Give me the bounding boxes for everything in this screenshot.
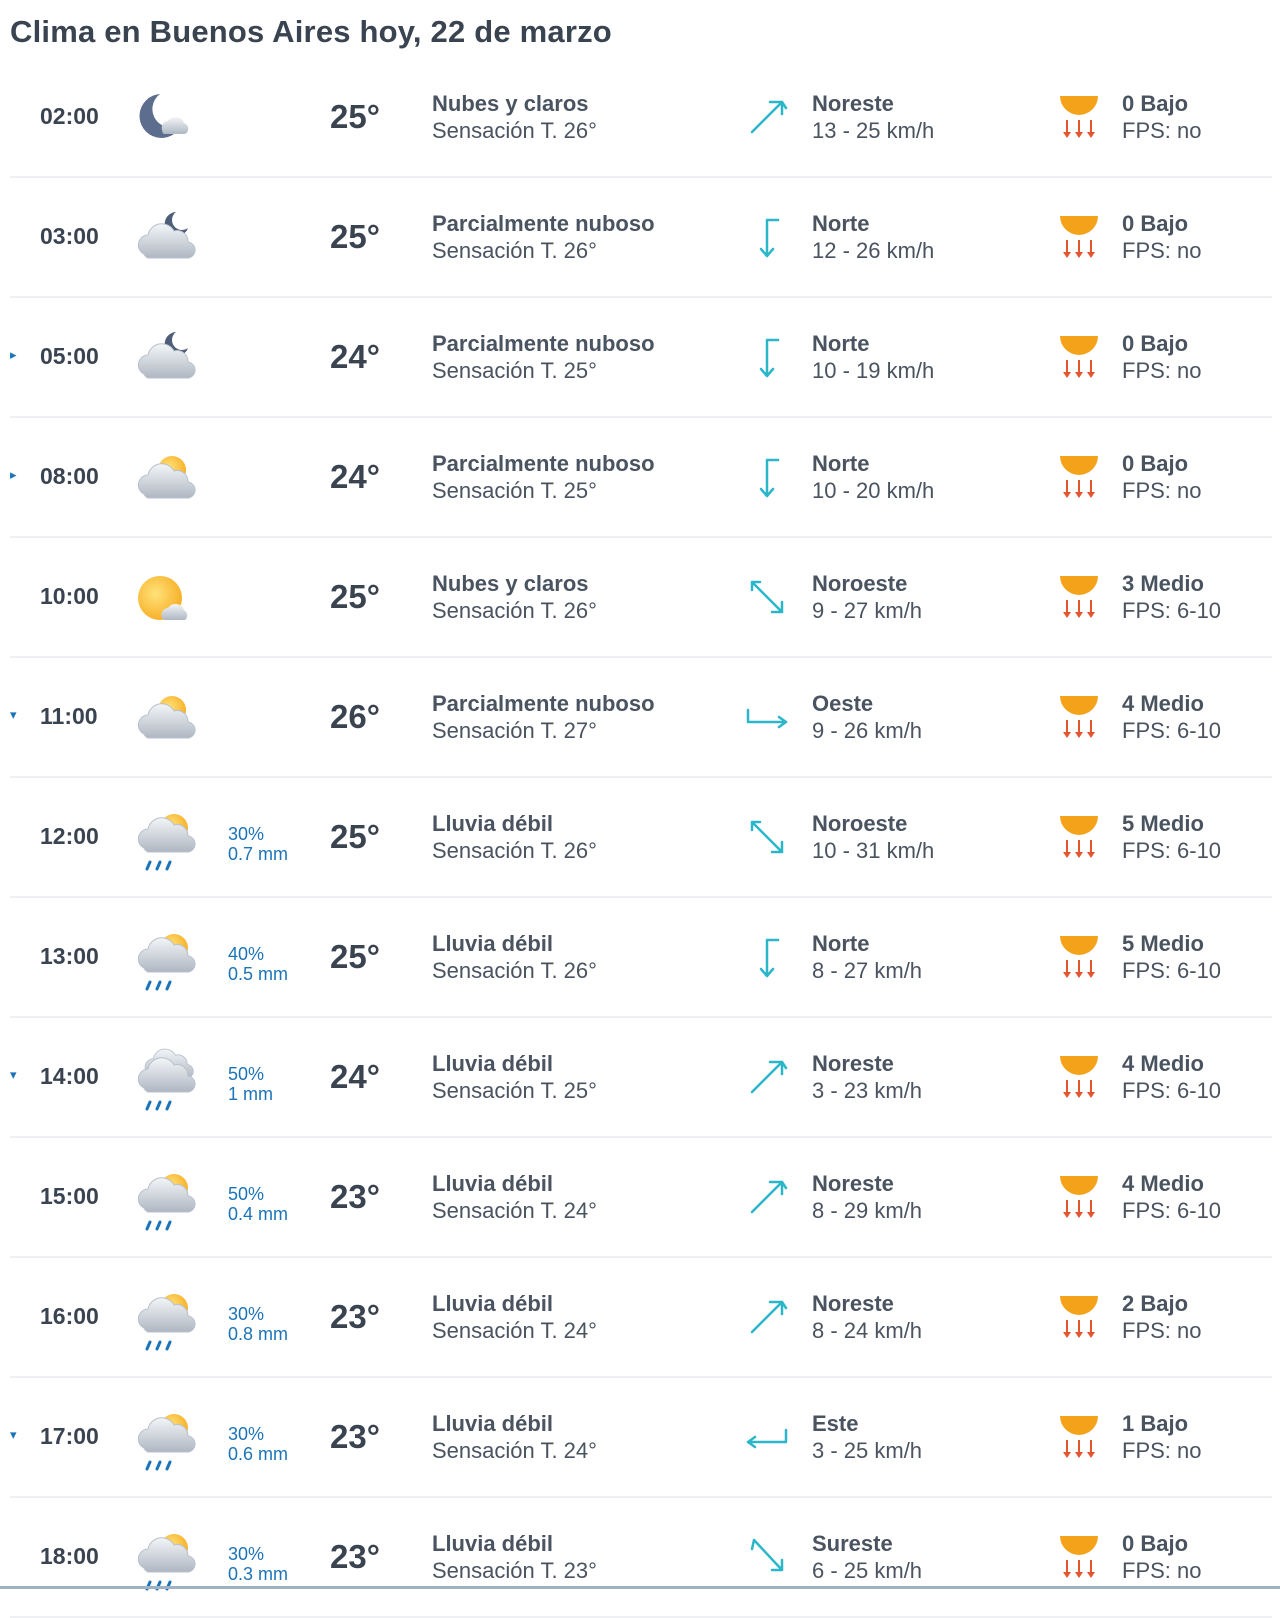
- wind-arrow-icon: [742, 1172, 792, 1222]
- uv-sun-icon: [1056, 1292, 1102, 1342]
- wind-arrow-icon: [742, 1532, 792, 1582]
- wind-arrow-icon: [742, 572, 792, 622]
- precip-amount: 0.4 mm: [228, 1204, 288, 1224]
- temperature: 23°: [330, 1538, 380, 1576]
- feels-like: Sensación T. 26°: [432, 957, 597, 984]
- temperature: 24°: [330, 458, 380, 496]
- wind-direction: Norte: [812, 450, 934, 477]
- wind-speed: 9 - 27 km/h: [812, 597, 922, 624]
- condition-label: Parcialmente nuboso: [432, 690, 655, 717]
- precipitation: [228, 1424, 288, 1464]
- uv-sun-icon: [1056, 572, 1102, 622]
- uv-level: 0 Bajo: [1122, 210, 1201, 237]
- expander-spacer: [10, 108, 24, 122]
- rain-sun-icon: [130, 1286, 196, 1352]
- feels-like: Sensación T. 25°: [432, 477, 655, 504]
- feels-like: Sensación T. 26°: [432, 117, 597, 144]
- forecast-row[interactable]: [10, 1378, 1272, 1498]
- hour-label: 15:00: [40, 1183, 99, 1210]
- uv-level: 4 Medio: [1122, 690, 1221, 717]
- forecast-row[interactable]: [10, 178, 1272, 298]
- forecast-row[interactable]: [10, 538, 1272, 658]
- page-title: Clima en Buenos Aires hoy, 22 de marzo: [10, 14, 612, 50]
- condition-label: Parcialmente nuboso: [432, 450, 655, 477]
- forecast-row[interactable]: [10, 658, 1272, 778]
- condition: [432, 1170, 597, 1224]
- forecast-row[interactable]: [10, 778, 1272, 898]
- wind-direction: Noreste: [812, 1170, 922, 1197]
- wind: [812, 330, 934, 384]
- uv-sun-icon: [1056, 212, 1102, 262]
- uv-level: 4 Medio: [1122, 1170, 1221, 1197]
- fps-recommendation: FPS: no: [1122, 477, 1201, 504]
- condition: [432, 930, 597, 984]
- hour-label: 13:00: [40, 943, 99, 970]
- moon-cloud-icon: [130, 86, 196, 152]
- feels-like: Sensación T. 27°: [432, 717, 655, 744]
- cloud-moon-icon: [130, 206, 196, 272]
- fps-recommendation: FPS: 6-10: [1122, 1197, 1221, 1224]
- uv-level: 0 Bajo: [1122, 450, 1201, 477]
- condition-label: Parcialmente nuboso: [432, 210, 655, 237]
- wind-speed: 8 - 27 km/h: [812, 957, 922, 984]
- temperature: 25°: [330, 578, 380, 616]
- hour-label: 12:00: [40, 823, 99, 850]
- fps-recommendation: FPS: no: [1122, 117, 1201, 144]
- wind-arrow-icon: [742, 812, 792, 862]
- uv-level: 1 Bajo: [1122, 1410, 1201, 1437]
- uv-index: [1122, 210, 1201, 264]
- uv-sun-icon: [1056, 452, 1102, 502]
- feels-like: Sensación T. 26°: [432, 237, 655, 264]
- chevron-right-icon[interactable]: ▸: [10, 468, 24, 482]
- sun-cloud-icon: [130, 566, 196, 632]
- rain-sun-icon: [130, 926, 196, 992]
- uv-index: [1122, 690, 1221, 744]
- hour-label: 17:00: [40, 1423, 99, 1450]
- uv-level: 0 Bajo: [1122, 1530, 1201, 1557]
- chevron-down-icon[interactable]: ▾: [10, 708, 24, 722]
- precip-amount: 0.5 mm: [228, 964, 288, 984]
- condition-label: Lluvia débil: [432, 1170, 597, 1197]
- hour-label: 14:00: [40, 1063, 99, 1090]
- condition: [432, 450, 655, 504]
- hour-label: 03:00: [40, 223, 99, 250]
- condition: [432, 690, 655, 744]
- wind-direction: Noreste: [812, 90, 934, 117]
- rain-sun-icon: [130, 1166, 196, 1232]
- wind-direction: Norte: [812, 930, 922, 957]
- fps-recommendation: FPS: 6-10: [1122, 957, 1221, 984]
- temperature: 23°: [330, 1418, 380, 1456]
- precip-probability: 30%: [228, 1304, 288, 1324]
- wind-speed: 12 - 26 km/h: [812, 237, 934, 264]
- forecast-row[interactable]: [10, 1258, 1272, 1378]
- precip-probability: 30%: [228, 824, 288, 844]
- condition-label: Lluvia débil: [432, 1290, 597, 1317]
- feels-like: Sensación T. 25°: [432, 357, 655, 384]
- expander-spacer: [10, 1548, 24, 1562]
- wind: [812, 210, 934, 264]
- wind-speed: 8 - 29 km/h: [812, 1197, 922, 1224]
- condition-label: Nubes y claros: [432, 90, 597, 117]
- expander-spacer: [10, 228, 24, 242]
- condition-label: Lluvia débil: [432, 1530, 597, 1557]
- forecast-row[interactable]: [10, 1018, 1272, 1138]
- expander-spacer: [10, 948, 24, 962]
- precip-probability: 50%: [228, 1184, 288, 1204]
- precip-amount: 0.8 mm: [228, 1324, 288, 1344]
- temperature: 25°: [330, 938, 380, 976]
- precip-amount: 1 mm: [228, 1084, 273, 1104]
- forecast-row[interactable]: [10, 898, 1272, 1018]
- wind-arrow-icon: [742, 332, 792, 382]
- fps-recommendation: FPS: 6-10: [1122, 597, 1221, 624]
- fps-recommendation: FPS: no: [1122, 1557, 1201, 1584]
- fps-recommendation: FPS: no: [1122, 1317, 1201, 1344]
- condition-label: Lluvia débil: [432, 1410, 597, 1437]
- uv-index: [1122, 1050, 1221, 1104]
- hourly-forecast-list: [0, 58, 1280, 1618]
- uv-index: [1122, 1170, 1221, 1224]
- rain-sun-icon: [130, 1406, 196, 1472]
- cloud-sun-icon: [130, 446, 196, 512]
- precipitation: [228, 824, 288, 864]
- feels-like: Sensación T. 23°: [432, 1557, 597, 1584]
- hour-label: 11:00: [40, 703, 98, 730]
- uv-sun-icon: [1056, 692, 1102, 742]
- forecast-row[interactable]: [10, 298, 1272, 418]
- condition: [432, 90, 597, 144]
- condition-label: Nubes y claros: [432, 570, 597, 597]
- temperature: 24°: [330, 1058, 380, 1096]
- precip-probability: 50%: [228, 1064, 273, 1084]
- wind-speed: 3 - 23 km/h: [812, 1077, 922, 1104]
- rain-cloud-icon: [130, 1046, 196, 1112]
- temperature: 26°: [330, 698, 380, 736]
- condition-label: Parcialmente nuboso: [432, 330, 655, 357]
- condition-label: Lluvia débil: [432, 930, 597, 957]
- condition-label: Lluvia débil: [432, 1050, 597, 1077]
- uv-level: 3 Medio: [1122, 570, 1221, 597]
- uv-level: 0 Bajo: [1122, 90, 1201, 117]
- uv-sun-icon: [1056, 812, 1102, 862]
- uv-index: [1122, 1530, 1201, 1584]
- expander-spacer: [10, 828, 24, 842]
- fps-recommendation: FPS: no: [1122, 237, 1201, 264]
- forecast-row[interactable]: [10, 1138, 1272, 1258]
- wind-arrow-icon: [742, 1412, 792, 1462]
- precip-amount: 0.6 mm: [228, 1444, 288, 1464]
- wind-direction: Sureste: [812, 1530, 922, 1557]
- feels-like: Sensación T. 24°: [432, 1317, 597, 1344]
- fps-recommendation: FPS: no: [1122, 1437, 1201, 1464]
- wind-speed: 9 - 26 km/h: [812, 717, 922, 744]
- expander-spacer: [10, 1188, 24, 1202]
- uv-sun-icon: [1056, 1052, 1102, 1102]
- precipitation: [228, 1184, 288, 1224]
- wind-speed: 10 - 31 km/h: [812, 837, 934, 864]
- temperature: 24°: [330, 338, 380, 376]
- wind-speed: 13 - 25 km/h: [812, 117, 934, 144]
- wind-direction: Noreste: [812, 1050, 922, 1077]
- feels-like: Sensación T. 24°: [432, 1197, 597, 1224]
- wind: [812, 90, 934, 144]
- uv-index: [1122, 930, 1221, 984]
- expander-spacer: [10, 588, 24, 602]
- chevron-down-icon[interactable]: ▾: [10, 1068, 24, 1082]
- wind: [812, 1410, 922, 1464]
- wind-direction: Norte: [812, 210, 934, 237]
- cloud-sun-icon: [130, 686, 196, 752]
- uv-index: [1122, 90, 1201, 144]
- temperature: 25°: [330, 818, 380, 856]
- hour-label: 18:00: [40, 1543, 99, 1570]
- condition: [432, 330, 655, 384]
- condition-label: Lluvia débil: [432, 810, 597, 837]
- wind-speed: 8 - 24 km/h: [812, 1317, 922, 1344]
- wind-speed: 6 - 25 km/h: [812, 1557, 922, 1584]
- uv-sun-icon: [1056, 1412, 1102, 1462]
- feels-like: Sensación T. 24°: [432, 1437, 597, 1464]
- precip-amount: 0.3 mm: [228, 1564, 288, 1584]
- fps-recommendation: FPS: 6-10: [1122, 717, 1221, 744]
- wind-speed: 10 - 20 km/h: [812, 477, 934, 504]
- wind: [812, 1050, 922, 1104]
- hour-label: 08:00: [40, 463, 99, 490]
- condition: [432, 210, 655, 264]
- wind: [812, 570, 922, 624]
- uv-sun-icon: [1056, 1532, 1102, 1582]
- temperature: 25°: [330, 98, 380, 136]
- cloud-moon-icon: [130, 326, 196, 392]
- uv-level: 4 Medio: [1122, 1050, 1221, 1077]
- wind-arrow-icon: [742, 1292, 792, 1342]
- hour-label: 05:00: [40, 343, 99, 370]
- wind: [812, 1530, 922, 1584]
- forecast-row[interactable]: [10, 1498, 1272, 1618]
- wind-direction: Noroeste: [812, 810, 934, 837]
- wind: [812, 1290, 922, 1344]
- hour-label: 02:00: [40, 103, 99, 130]
- uv-sun-icon: [1056, 1172, 1102, 1222]
- temperature: 25°: [330, 218, 380, 256]
- wind-arrow-icon: [742, 932, 792, 982]
- wind: [812, 1170, 922, 1224]
- uv-index: [1122, 810, 1221, 864]
- temperature: 23°: [330, 1178, 380, 1216]
- fps-recommendation: FPS: no: [1122, 357, 1201, 384]
- hour-label: 16:00: [40, 1303, 99, 1330]
- precipitation: [228, 1544, 288, 1584]
- wind-arrow-icon: [742, 452, 792, 502]
- wind-direction: Norte: [812, 330, 934, 357]
- precip-probability: 40%: [228, 944, 288, 964]
- wind-direction: Oeste: [812, 690, 922, 717]
- hour-label: 10:00: [40, 583, 99, 610]
- feels-like: Sensación T. 26°: [432, 837, 597, 864]
- wind-speed: 3 - 25 km/h: [812, 1437, 922, 1464]
- uv-index: [1122, 450, 1201, 504]
- feels-like: Sensación T. 25°: [432, 1077, 597, 1104]
- uv-index: [1122, 1290, 1201, 1344]
- precipitation: [228, 1064, 273, 1104]
- wind: [812, 810, 934, 864]
- uv-level: 5 Medio: [1122, 930, 1221, 957]
- precip-amount: 0.7 mm: [228, 844, 288, 864]
- precip-probability: 30%: [228, 1424, 288, 1444]
- condition: [432, 1290, 597, 1344]
- temperature: 23°: [330, 1298, 380, 1336]
- precipitation: [228, 944, 288, 984]
- condition: [432, 1050, 597, 1104]
- wind-direction: Este: [812, 1410, 922, 1437]
- chevron-right-icon[interactable]: ▸: [10, 348, 24, 362]
- uv-index: [1122, 330, 1201, 384]
- wind-speed: 10 - 19 km/h: [812, 357, 934, 384]
- fps-recommendation: FPS: 6-10: [1122, 837, 1221, 864]
- wind-arrow-icon: [742, 1052, 792, 1102]
- wind: [812, 690, 922, 744]
- rain-sun-icon: [130, 806, 196, 872]
- wind: [812, 450, 934, 504]
- expander-spacer: [10, 1308, 24, 1322]
- uv-sun-icon: [1056, 332, 1102, 382]
- feels-like: Sensación T. 26°: [432, 597, 597, 624]
- wind-arrow-icon: [742, 212, 792, 262]
- uv-index: [1122, 1410, 1201, 1464]
- uv-index: [1122, 570, 1221, 624]
- condition: [432, 810, 597, 864]
- uv-sun-icon: [1056, 92, 1102, 142]
- uv-level: 5 Medio: [1122, 810, 1221, 837]
- forecast-row[interactable]: [10, 418, 1272, 538]
- precip-probability: 30%: [228, 1544, 288, 1564]
- wind-direction: Noroeste: [812, 570, 922, 597]
- wind-direction: Noreste: [812, 1290, 922, 1317]
- uv-sun-icon: [1056, 932, 1102, 982]
- chevron-down-icon[interactable]: ▾: [10, 1428, 24, 1442]
- condition: [432, 1530, 597, 1584]
- wind-arrow-icon: [742, 92, 792, 142]
- fps-recommendation: FPS: 6-10: [1122, 1077, 1221, 1104]
- condition: [432, 570, 597, 624]
- rain-sun-icon: [130, 1526, 196, 1592]
- wind-arrow-icon: [742, 692, 792, 742]
- uv-level: 2 Bajo: [1122, 1290, 1201, 1317]
- precipitation: [228, 1304, 288, 1344]
- forecast-row[interactable]: [10, 58, 1272, 178]
- uv-level: 0 Bajo: [1122, 330, 1201, 357]
- wind: [812, 930, 922, 984]
- condition: [432, 1410, 597, 1464]
